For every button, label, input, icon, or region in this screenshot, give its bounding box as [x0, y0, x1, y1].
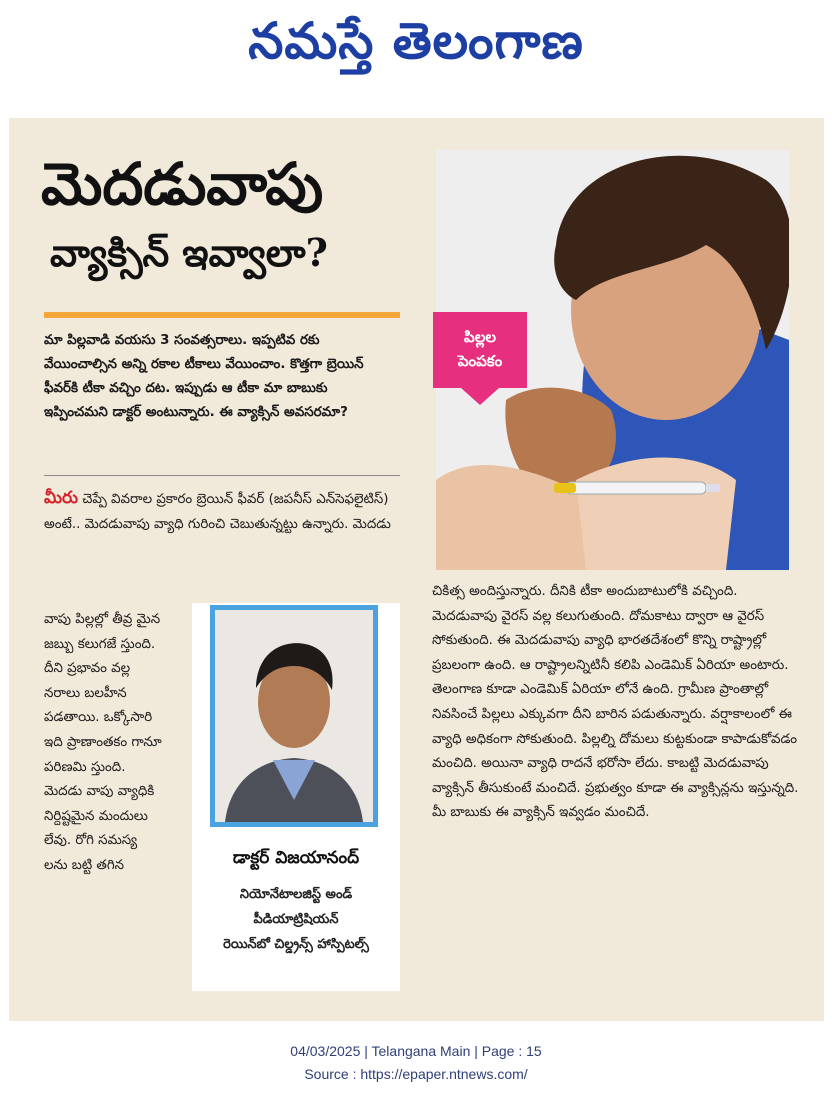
doctor-title-line-3: రెయిన్‌బో చిల్డ్రన్స్ హాస్పిటల్స్ [223, 937, 369, 952]
badge-pointer [461, 388, 499, 405]
reader-question: మా పిల్లవాడి వయసు 3 సంవత్సరాలు. ఇప్పటివ రకు వేయించాల్సిన అన్ని రకాల టీకాలు వేయించాం. కొత్తగా బ్రెయిన్ ఫీవర్‌కి టీకా వచ్చిం దట. ఇప్పుడు ఆ టీకా మా బాబుకు ఇప్పించమని డాక్టర్ అంటున్నారు. ఈ వ్యాక్సిన్ అవసరమా? [44, 333, 364, 420]
badge-line-2: పెంపకం [457, 352, 503, 370]
doctor-portrait [210, 605, 378, 827]
question-divider [44, 475, 400, 476]
answer-lead-word: మీరు [44, 488, 78, 508]
footer-edition-info: 04/03/2025 | Telangana Main | Page : 15 [290, 1043, 542, 1059]
headline-sub: వ్యాక్సిన్ ఇవ్వాలా? [50, 230, 328, 275]
headline-main: మెదడువాపు [41, 150, 324, 218]
doctor-title-line-1: నియోనేటాలజిస్ట్ అండ్ [239, 887, 353, 902]
newspaper-masthead: నమస్తే తెలంగాణ [248, 11, 584, 70]
doctor-title-line-2: పీడియాట్రిషియన్ [253, 912, 339, 927]
badge-box [433, 312, 527, 388]
answer-left-column: వాపు పిల్లల్లో తీవ్ర మైన జబ్బు కలుగజే స్తుంది. దీని ప్రభావం వల్ల నరాలు బలహీన పడతాయి. ఒక్కోసారి ఇది ప్రాణాంతకం గానూ పరిణమి స్తుంది. మెదడు వాపు వ్యాధికి నిర్దిష్టమైన మందులు లేవు. రోగి సమస్య లను బట్టి తగిన [44, 612, 162, 873]
badge-line-1: పిల్లల [464, 328, 496, 346]
section-badge [433, 312, 527, 404]
footer-source: Source : https://epaper.ntnews.com/ [304, 1066, 528, 1082]
answer-right-column: చికిత్స అందిస్తున్నారు. దీనికి టీకా అందుబాటులోకి వచ్చింది. మెదడువాపు వైరస్ వల్ల కలుగుతుంది. దోమకాటు ద్వారా ఆ వైరస్ సోకుతుంది. ఈ మెదడువాపు వ్యాధి భారతదేశంలో కొన్ని రాష్ట్రాల్లో ప్రబలంగా ఉంది. ఆ రాష్ట్రాలన్నిటినీ కలిపి ఎండెమిక్ ఏరియా అంటారు. తెలంగాణ కూడా ఎండెమిక్ ఏరియా లోనే ఉంది. గ్రామీణ ప్రాంతాల్లో నివసించే పిల్లలు ఎక్కువగా దీని బారిన పడుతున్నారు. వర్షాకాలంలో ఈ వ్యాధి అధికంగా సోకుతుంది. పిల్లల్ని దోమలు కుట్టకుండా కాపాడుకోవడం మంచిది. అయినా వ్యాధి రాదనే భరోసా లేదు. కాబట్టి మెదడువాపు వ్యాక్సిన్ తీసుకుంటే మంచిదే. ప్రభుత్వం కూడా ఈ వ్యాక్సిన్లను ఇస్తున్నది. మీ బాబుకు ఈ వ్యాక్సిన్ ఇవ్వడం మంచిదే. [432, 584, 799, 821]
doctor-credentials [192, 882, 400, 957]
answer-intro-text: చెప్పే వివరాల ప్రకారం బ్రెయిన్ ఫీవర్ (జపనీస్ ఎన్‌సెఫలైటిస్) అంటే.. మెదడువాపు వ్యాధి గురించి చెబుతున్నట్టు ఉన్నారు. మెదడు [44, 492, 391, 532]
headline-underline [44, 312, 400, 318]
doctor-name: డాక్టర్ విజయానంద్ [232, 848, 360, 868]
answer-intro [44, 486, 399, 537]
